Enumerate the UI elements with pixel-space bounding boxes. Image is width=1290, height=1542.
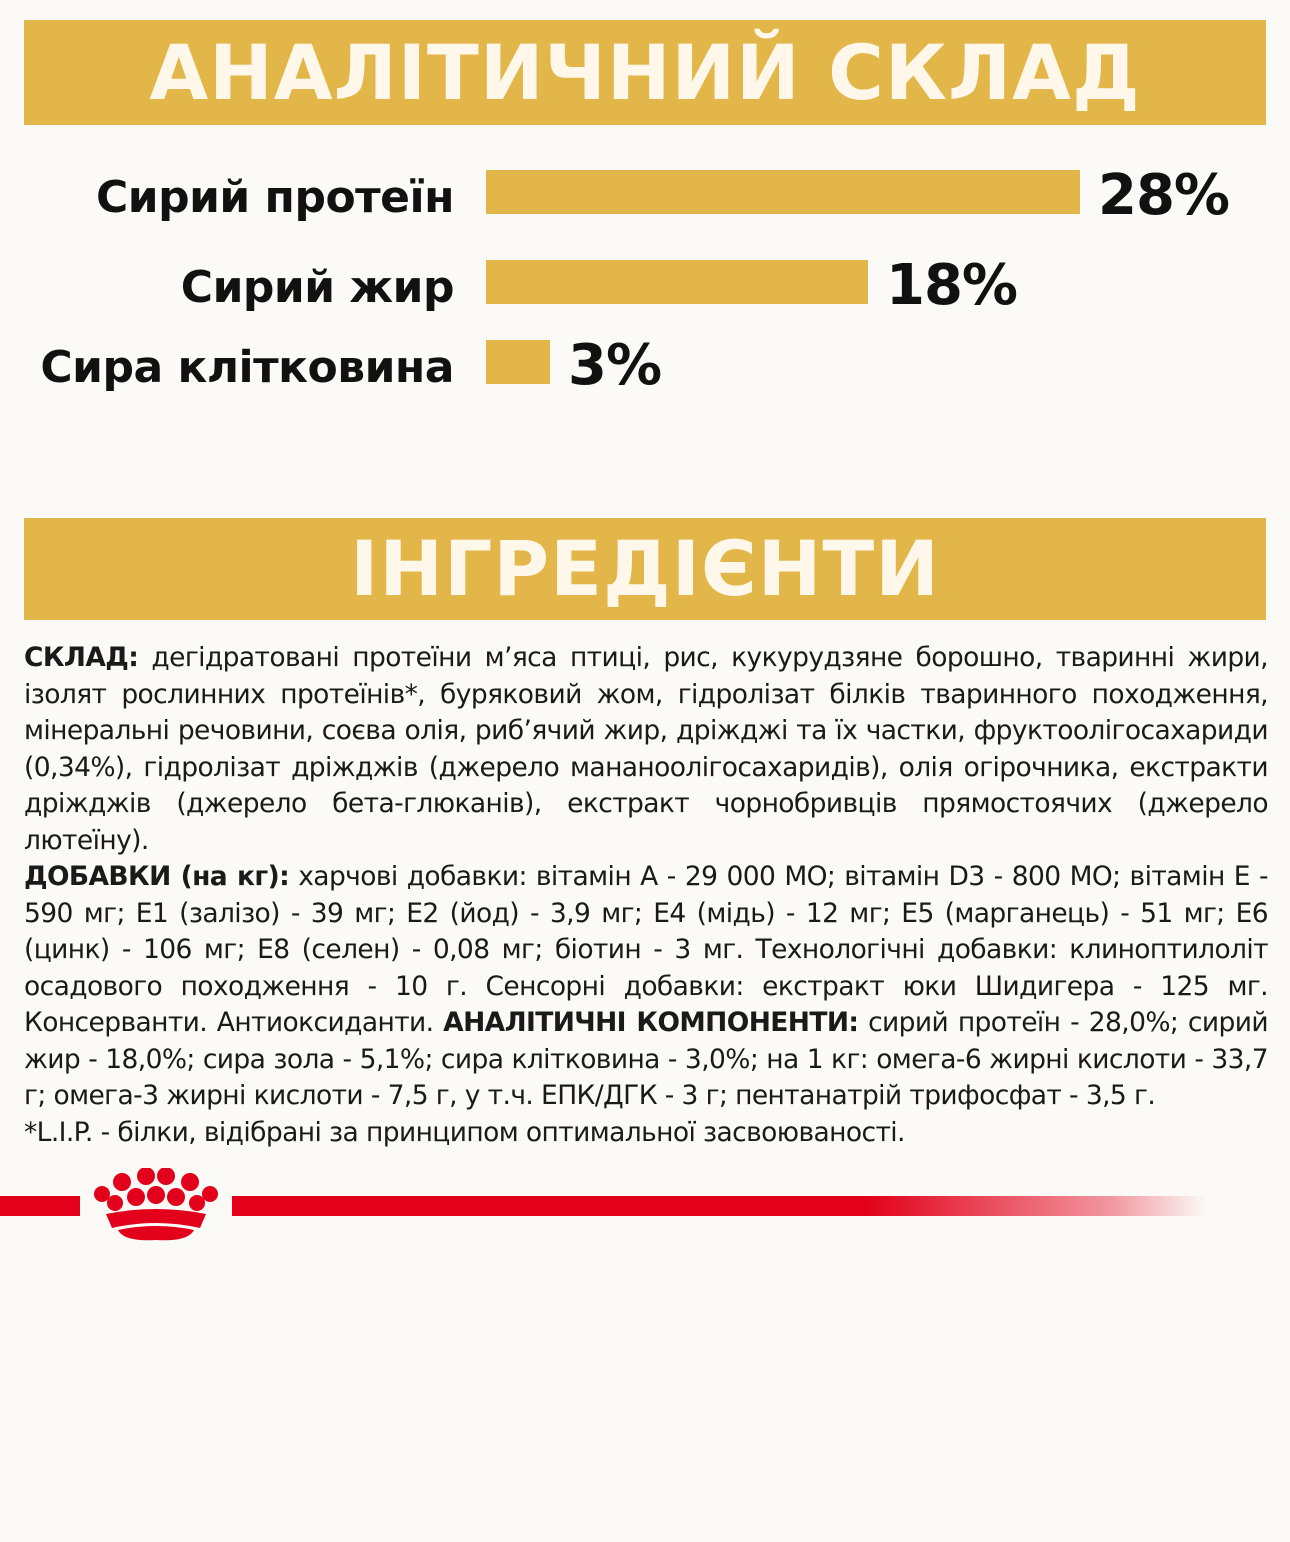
analysis-banner	[24, 20, 1266, 125]
additives-text: харчові добавки: вітамін А - 29 000 МО; вітамін D3 - 800 МО; вітамін Е - 590 мг; Е1 (залізо) - 39 мг; Е2 (йод) - 3,9 мг; Е4 (мідь) - 12 мг; Е5 (марганець) - 51 мг; Е6 (цинк) - 106 мг; Е8 (селен) - 0,08 мг; біотин - 3 мг. Технологічні добавки: клиноптилоліт осадового походження - 10 г. Сенсорні добавки: екстракт юки Шидигера - 125 мг. Консерванти. Антиоксиданти.	[24, 861, 1268, 1038]
components-text: сирий протеїн - 28,0%; сирий жир - 18,0%; сира зола - 5,1%; сира клітковина - 3,0%; на 1 кг: омега-6 жирні кислоти - 33,7 г; омега-3 жирні кислоти - 7,5 г, у т.ч. ЕПК/ДГК - 3 г; пентанатрій трифосфат - 3,5 г.	[24, 1007, 1268, 1111]
composition-text: дегідратовані протеїни м’яса птиці, рис, кукурудзяне борошно, тваринні жири, ізолят рослинних протеїнів*, буряковий жом, гідролізат білків тваринного походження, мінеральні речовини, соєва олія, риб’ячий жир, дріжджі та їх частки, фруктоолігосахариди (0,34%), гідролізат дріжджів (джерело мананоолігосахаридів), олія огірочника, екстракти дріжджів (джерело бета-глюканів), екстракт чорнобривців прямостоячих (джерело лютеїну).	[24, 642, 1268, 856]
nutrient-label: Сирий протеїн	[95, 172, 454, 223]
crown-logo-icon	[88, 1168, 224, 1242]
nutrient-row-fat	[0, 253, 1290, 318]
additives-paragraph	[24, 859, 1268, 1115]
ingredients-banner	[24, 518, 1266, 620]
brand-line-right	[232, 1196, 1207, 1216]
nutrient-value: 3%	[568, 333, 662, 398]
nutrient-label: Сирий жир	[180, 262, 454, 313]
nutrient-value: 28%	[1098, 163, 1230, 228]
ingredients-text	[24, 640, 1268, 1151]
nutrient-row-protein	[0, 163, 1290, 228]
nutrient-bar	[486, 340, 550, 384]
nutrient-bar	[486, 260, 868, 304]
nutrient-label: Сира клітковина	[40, 342, 454, 393]
nutrient-value: 18%	[886, 253, 1018, 318]
brand-line-left	[0, 1196, 80, 1216]
nutrient-bar	[486, 170, 1080, 214]
composition-paragraph	[24, 640, 1268, 859]
components-label: АНАЛІТИЧНІ КОМПОНЕНТИ:	[443, 1007, 859, 1038]
additives-label: ДОБАВКИ (на кг):	[24, 861, 290, 892]
ingredients-title: ІНГРЕДІЄНТИ	[350, 524, 940, 613]
analysis-title: АНАЛІТИЧНИЙ СКЛАД	[149, 27, 1141, 117]
nutrient-row-fiber	[0, 333, 1290, 398]
footnote: *L.I.P. - білки, відібрані за принципом оптимальної засвоюваності.	[24, 1116, 905, 1148]
composition-label: СКЛАД:	[24, 642, 139, 673]
